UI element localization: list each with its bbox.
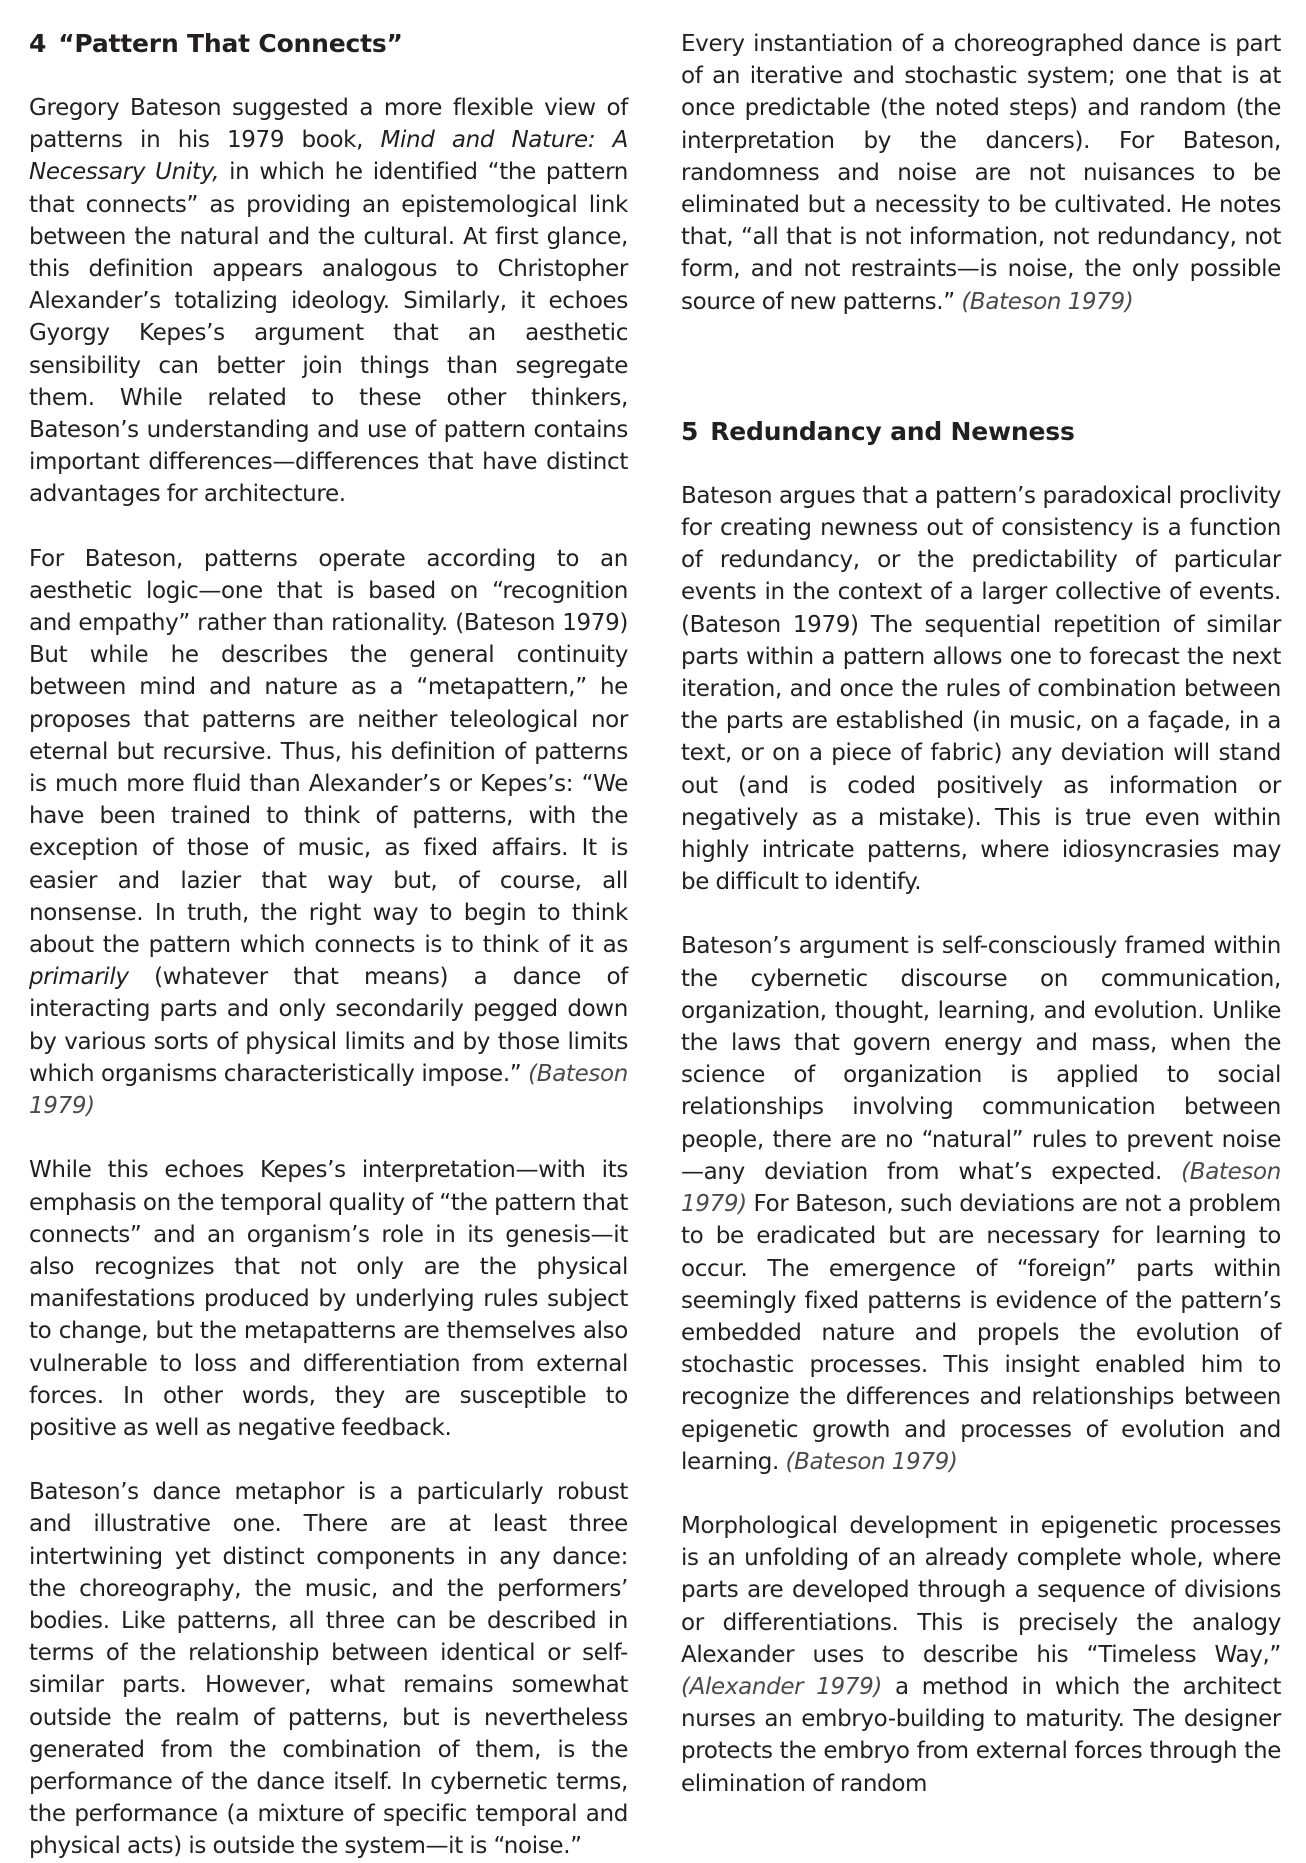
paragraph: While this echoes Kepes’s interpretation—with its emphasis on the temporal quality of “the pattern that connects” and an organism’s role in its genesis—it also recognizes that not only are the physical manifestations produced by underlying rules subject to change, but the metapatterns are themselves also vulnerable to loss and differentiation from external forces. In other words, they are susceptible to positive as well as negative feedback. — [29, 1157, 628, 1441]
text-run: For Bateson, such deviations are not a problem to be eradicated but are necessary for learning to occur. The emergence of “foreign” parts within seemingly fixed patterns is evidence of the pattern’s embedded nature and propels the evolution of stochastic processes. This insight enabled him to recognize the differences and relationships between epigenetic growth and processes of evolution and learning. — [681, 1191, 1281, 1475]
citation: (Bateson 1979) — [681, 1158, 1281, 1218]
book-title: Mind and Nature: A Necessary Unity, — [29, 127, 628, 186]
section-number: 5 — [681, 416, 699, 446]
paragraph — [29, 92, 628, 511]
paragraph — [29, 543, 628, 1123]
paragraph — [681, 28, 1281, 318]
text-run: a method in which the architect nurses an embryo-building to maturity. The designer protects the embryo from external forces through the elimination of random — [681, 1673, 1281, 1797]
text-run: Morphological development in epigenetic processes is an unfolding of an already complete whole, where parts are developed through a sequence of divisions or differentiations. This is precisely the analogy Alexander uses to describe his “Timeless Way,” — [681, 1512, 1281, 1668]
paragraph — [681, 1510, 1281, 1800]
section-number: 4 — [29, 29, 47, 58]
section-title: “Pattern That Connects” — [58, 29, 403, 58]
paragraph: Bateson’s dance metaphor is a particularly robust and illustrative one. There are at least three intertwining yet distinct components in any dance: the choreography, the music, and the performers’ bodies. Like patterns, all three can be described in terms of the relationship between identical or self-similar parts. However, what remains somewhat outside the realm of patterns, but is nevertheless generated from the combination of them, is the performance of the dance itself. In cybernetic terms, the performance (a mixture of specific temporal and physical acts) is outside the system—it is “noise.” — [29, 1479, 628, 1860]
left-column — [29, 28, 628, 1863]
text-run: Gregory Bateson suggested a more flexible view of patterns in his 1979 book, — [29, 95, 628, 154]
citation: (Bateson 1979) — [961, 288, 1134, 315]
section-4-heading — [29, 28, 628, 60]
citation: (Bateson 1979) — [785, 1448, 958, 1475]
citation: (Alexander 1979) — [681, 1673, 882, 1700]
text-run: (whatever that means) a dance of interacting parts and only secondarily pegged down by various sorts of physical limits and by those limits which organisms characteristically impose.” — [29, 964, 628, 1087]
citation: (Bateson 1979) — [29, 1060, 628, 1120]
section-5-heading — [681, 416, 1281, 448]
section-title: Redundancy and Newness — [710, 416, 1075, 446]
text-run: in which he identified “the pattern that connects” as providing an epistemological link between the natural and the cultural. At first glance, this definition appears analogous to Christopher Alexander’s totalizing ideology. Similarly, it echoes Gyorgy Kepes’s argument that an aesthetic sensibility can better join things than segregate them. While related to these other thinkers, Bateson’s understanding and use of pattern contains important differences—differences that have distinct advantages for architecture. — [29, 159, 628, 508]
text-run: Bateson’s argument is self-consciously framed within the cybernetic discourse on communication, organization, thought, learning, and evolution. Unlike the laws that govern energy and mass, when the science of organization is applied to social relationships involving communication between people, there are no “natural” rules to prevent noise—any deviation from what’s expected. — [681, 933, 1281, 1185]
paragraph: Bateson argues that a pattern’s paradoxical proclivity for creating newness out of consistency is a function of redundancy, or the predictability of particular events in the context of a larger collective of events. (Bateson 1979) The sequential repetition of similar parts within a pattern allows one to forecast the next iteration, and once the rules of combination between the parts are established (in music, on a façade, in a text, or on a piece of fabric) any deviation will stand out (and is coded positively as information or negatively as a mistake). This is true even within highly intricate patterns, where idiosyncrasies may be difficult to identify. — [681, 482, 1281, 896]
emphasis: primarily — [29, 964, 129, 991]
text-run: Every instantiation of a choreographed dance is part of an iterative and stochastic system; one that is at once predictable (the noted steps) and random (the interpretation by the dancers). For Bateson, randomness and noise are not nuisances to be eliminated but a necessity to be cultivated. He notes that, “all that is not information, not redundancy, not form, and not restraints—is noise, the only possible source of new patterns.” — [681, 31, 1281, 315]
text-run: For Bateson, patterns operate according to an aesthetic logic—one that is based on “recognition and empathy” rather than rationality. (Bateson 1979) But while he describes the general continuity between mind and nature as a “metapattern,” he proposes that patterns are neither teleological nor eternal but recursive. Thus, his definition of patterns is much more fluid than Alexander’s or Kepes’s: “We have been trained to think of patterns, with the exception of those of music, as fixed affairs. It is easier and lazier that way but, of course, all nonsense. In truth, the right way to begin to think about the pattern which connects is to think of it as — [29, 545, 628, 959]
paragraph — [681, 930, 1281, 1477]
right-column — [681, 28, 1281, 1800]
